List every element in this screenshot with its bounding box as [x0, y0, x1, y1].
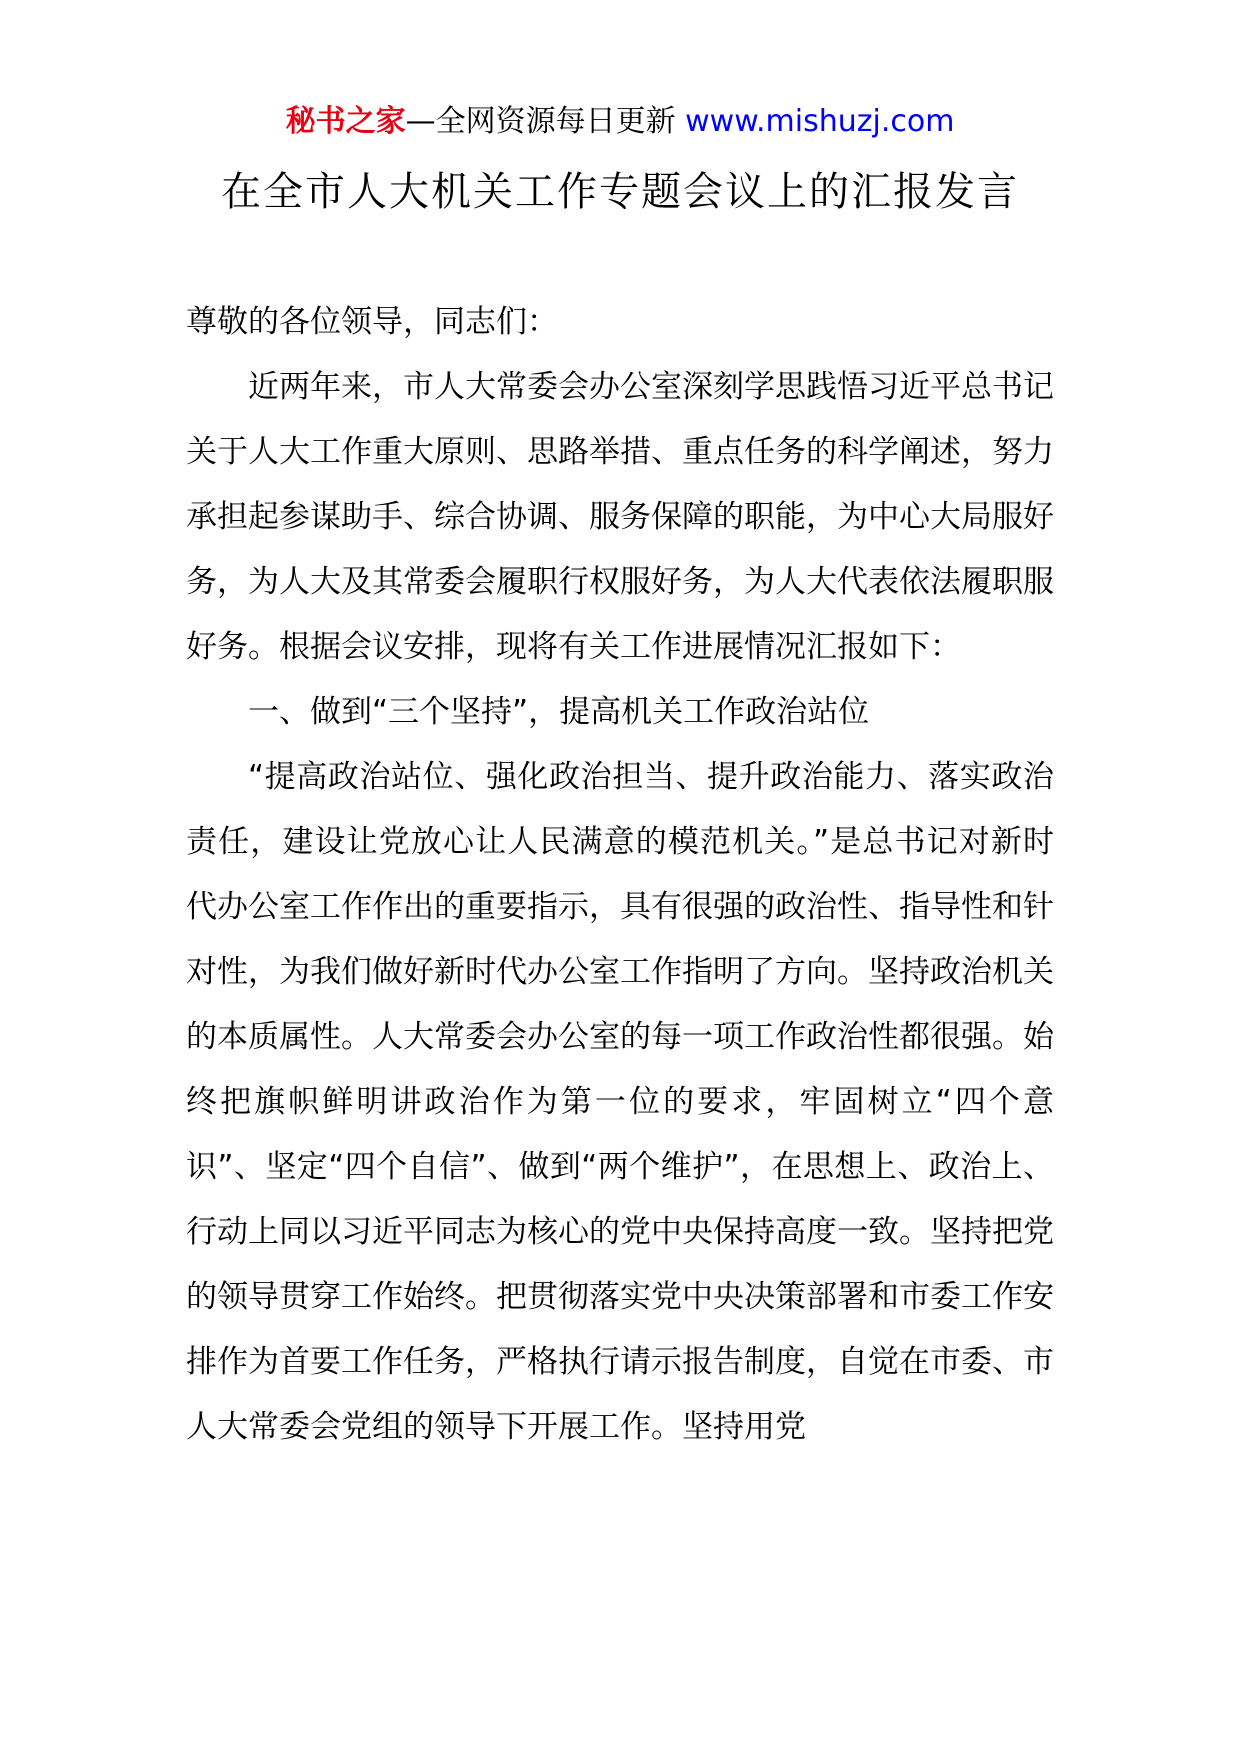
section-heading-1: 一、做到“三个坚持”，提高机关工作政治站位	[248, 694, 870, 730]
paragraph-intro: 近两年来，市人大常委会办公室深刻学思践悟习近平总书记关于人大工作重大原则、思路举措、重点任务的科学阐述，努力承担起参谋助手、综合协调、服务保障的职能，为中心大局服好务，为人大及其常委会履职行权服好务，为人大代表依法履职服好务。根据会议安排，现将有关工作进展情况汇报如下：	[186, 369, 1054, 665]
site-header	[0, 100, 1240, 144]
document-title: 在全市人大机关工作专题会议上的汇报发言	[221, 169, 1019, 215]
salutation: 尊敬的各位领导，同志们：	[186, 304, 558, 340]
paragraph-section-1: “提高政治站位、强化政治担当、提升政治能力、落实政治责任，建设让党放心让人民满意的模范机关。”是总书记对新时代办公室工作作出的重要指示，具有很强的政治性、指导性和针对性，为我们做好新时代办公室工作指明了方向。坚持政治机关的本质属性。人大常委会办公室的每一项工作政治性都很强。始终把旗帜鲜明讲政治作为第一位的要求，牢固树立“四个意识”、坚定“四个自信”、做到“两个维护”，在思想上、政治上、行动上同以习近平同志为核心的党中央保持高度一致。坚持把党的领导贯穿工作始终。把贯彻落实党中央决策部署和市委工作安排作为首要工作任务，严格执行请示报告制度，自觉在市委、市人大常委会党组的领导下开展工作。坚持用党	[186, 759, 1054, 1445]
site-slogan: —全网资源每日更新	[405, 104, 676, 139]
site-url-link[interactable]: www.mishuzj.com	[685, 104, 955, 139]
brand-name: 秘书之家	[285, 104, 406, 139]
document-body	[186, 290, 1054, 1460]
